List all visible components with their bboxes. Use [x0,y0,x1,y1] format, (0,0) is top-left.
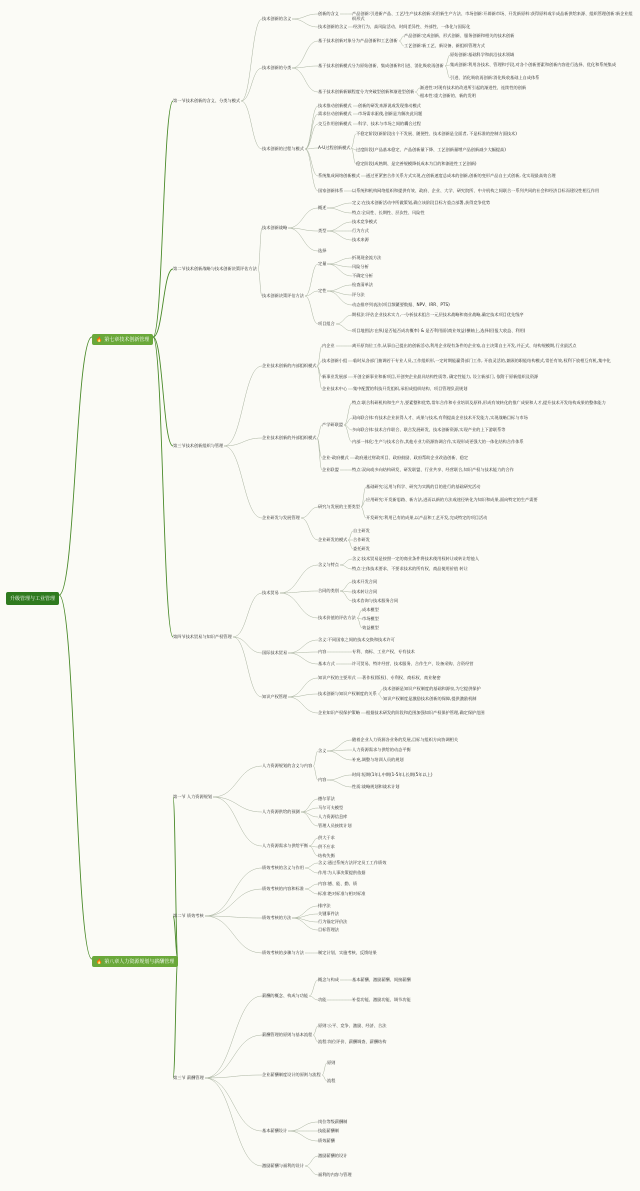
topic-node[interactable]: 人力资源规划的含义与内容 [262,763,313,768]
topic-node[interactable]: 基于技术创新模式分为原始创新、集成创新和引进、消化吸收再创新 [318,63,444,68]
flame-icon: 🔥 [96,337,103,343]
topic-node[interactable]: 定量 [318,261,327,266]
connector-line [280,565,318,593]
topic-node[interactable]: 含义与特点 [318,562,339,567]
connector-line [59,595,92,959]
section-node[interactable]: 第二节 绩效考核 [173,913,204,918]
topic-node[interactable]: 折现现金流方法 [352,255,382,260]
topic-node[interactable]: 企业研发与发展管理 [262,515,300,520]
topic-node[interactable]: 评分法 [352,292,365,297]
topic-node[interactable]: 工艺创新:新工艺、新设备、新组织管理方式 [404,43,485,48]
section-node[interactable]: 第三节 薪酬管理 [173,1075,204,1080]
connector-line [288,697,318,713]
connector-line [280,593,318,618]
topic-node[interactable]: 内容 [318,649,327,654]
connector-line [288,653,318,664]
root-topic[interactable]: 升级管理与工业管理 [6,592,59,605]
topic-node[interactable]: 项目组合 [318,321,335,326]
section-node[interactable]: 第一节技术创新的含义、分类与模式 [173,98,241,103]
topic-node[interactable]: 特点:双向或多向结构研发、研发联盟、行业共享、经营联合,知识产权与技术能力的合作 [352,467,514,472]
section-node[interactable]: 第二节技术创新战略与技术创新决策评估方法 [173,266,257,271]
topic-node[interactable]: 技术贸易 [262,590,279,595]
topic-node[interactable]: 临时从各部门抽调若干专业人员,工作组织形,一定时期能赢得部门工作, 开放灵活的,兼顾的职能结构模式,常任有效,权利下放相互有机,集中化 [353,358,611,363]
topic-node[interactable]: 知识产权管理 [262,694,288,699]
topic-node[interactable]: 特点:主体技术要求、不要求技术的所有权、商品使用价值 转让 [352,566,468,571]
topic-node[interactable]: 概述 [318,205,327,210]
topic-node[interactable]: 渐进性:对现有技术的改进所引起的渐进性、连续性的创新 [420,85,527,90]
connector-line [213,766,262,797]
topic-node[interactable]: 内部一体化:生产与技术合作,其他专业力资源协调合作,实现形成更强大的一体化结构合作体系 [352,439,524,444]
topic-node[interactable]: 绩效考核的步骤与方法 [262,950,304,955]
topic-node[interactable]: 特点:联合科研机构和生产力,要素整和优势,常年合作和专业培训及原料,形成有效转化的推广成果和人才,提升技术开发结构成果的整体能力 [352,400,606,405]
topic-node[interactable]: 创新的含义 [318,11,339,16]
topic-node[interactable]: 概念与构成 [318,977,339,982]
topic-node[interactable]: 原则 [327,1060,336,1065]
connector-line [305,863,318,868]
topic-node[interactable]: 基本方式 [318,661,335,666]
connector-line [305,1156,318,1166]
topic-node[interactable]: 应用研究:开发新思路、新方法,进而以新的方法或途径转化为知识和成果,面向特定的生产需要 [366,497,538,502]
connector-line [224,366,262,446]
connector-line [340,565,352,569]
topic-node[interactable]: A-U过程创新模式 [318,145,351,150]
connector-line [205,1035,262,1078]
connector-line [340,582,352,591]
topic-node[interactable]: 福利的内容与管理 [318,1172,352,1177]
connector-line [205,1078,262,1166]
topic-node[interactable]: 供不应求 [318,844,335,849]
connector-line [288,208,318,228]
connector-line [327,231,352,240]
connector-line [258,228,262,269]
connector-line [327,264,352,276]
connector-line [288,1122,318,1131]
topic-node[interactable]: 委托研发 [353,546,370,551]
connector-line [327,780,352,787]
topic-node[interactable]: 技术创新与知识产权制度的关系 [318,691,377,696]
topic-node[interactable]: 内容 [318,777,327,782]
topic-node[interactable]: 行为方式 [352,228,369,233]
connector-line [327,222,352,231]
topic-node[interactable]: 产品创新:完成创新、形式创新、服务创新和相关的技术创新 [404,33,515,38]
topic-node[interactable]: 系统集成网络创新模式 [318,173,360,178]
connector-line [313,751,318,766]
topic-node[interactable]: 企业知识产权保护策略 [318,710,360,715]
topic-node[interactable]: 含义:技术贸易是按照一定的商业条件将技术使用权转让或转让给他人 [352,556,480,561]
topic-node[interactable]: 交互作用创新模式 [318,121,352,126]
topic-node[interactable]: 性质:战略规划和战术计划 [352,784,400,789]
connector-line [327,751,352,760]
topic-node[interactable]: 基础研究:运用与科学、研究为实践的目的进行的基础研究活动 [366,484,481,489]
topic-node[interactable]: 开创全新事业和新项目,开创突企业最具结构性质等, 确定性能力, 设立新部门, 依附于原新组织及资源 [353,374,539,379]
connector-line [309,996,318,1000]
topic-node[interactable]: 市场需求驱使,创新是为解决此问题 [358,111,423,116]
section-node[interactable]: 第四节技术贸易与知识产权管理 [173,634,232,639]
topic-node[interactable]: 效益模型 [362,625,379,630]
connector-line [305,1166,318,1175]
connector-line [288,1131,318,1141]
topic-node[interactable]: 不确定分析 [352,273,373,278]
topic-node[interactable]: 国家创新体系 [318,188,344,193]
topic-node[interactable]: 技术竞争模式 [352,219,378,224]
topic-node[interactable]: 风险分析 [352,264,369,269]
topic-node[interactable]: 检查清单法 [352,282,373,287]
connector-line [301,507,318,518]
topic-node[interactable]: 技能薪酬制 [318,1128,339,1133]
topic-node[interactable]: 绩效考核的含义与作用 [262,865,304,870]
connector-line [305,149,318,176]
topic-node[interactable]: 制定计划、实施考核、反馈结果 [318,950,377,955]
topic-node[interactable]: 根本性:重大创新的、新的发明 [420,93,476,98]
topic-node[interactable]: 人力资源需求与供给平衡 [262,843,309,848]
connector-line [258,269,262,296]
topic-node[interactable]: 稳定阶段(成熟期、是完善规模降低成本为目的和渐进性工艺创新) [356,161,477,166]
connector-line [205,916,262,918]
topic-node[interactable]: 内企业 [322,343,335,348]
connector-line [305,149,318,191]
connector-line [327,740,352,751]
topic-node[interactable]: 技术咨询与技术服务合同 [352,598,399,603]
connector-line [205,868,262,916]
topic-node[interactable]: 德尔菲法 [318,796,335,801]
topic-node[interactable]: 创新的研发来源说或发现推动模式 [358,103,421,108]
topic-node[interactable]: 技术价值的评估方法 [318,615,356,620]
topic-node[interactable]: 关键事件法 [318,911,339,916]
topic-node[interactable]: 激励薪酬与福利的设计 [262,1163,304,1168]
topic-node[interactable]: 技术创新小组 [322,358,348,363]
connector-line [305,106,318,149]
topic-node[interactable]: 含义 [318,748,327,753]
connector-line [205,1078,262,1131]
topic-node[interactable]: 开发研究:利用已有的成果,以产品和工艺开发,完成特定的项目活动 [366,515,488,520]
connector-line [153,337,173,637]
connector-line [305,291,318,296]
topic-node[interactable]: 定义:在技术创新活动中所做策划,确立该阶段目标方重点部署,获得竞争优势 [352,200,491,205]
topic-node[interactable]: 技术创新是知识产权制度的基础和源泉,为它提供保护 [383,686,481,691]
topic-node[interactable]: 排序法 [318,903,331,908]
topic-node[interactable]: 集成创新:利用各技术、管理和手段,对各个创新要素和创新内容进行选择、优化和系统集成 [450,62,617,67]
connector-line [224,438,262,446]
connector-line [233,593,262,637]
topic-node[interactable]: 补充,调整与培训人员的规划 [352,757,404,762]
topic-node[interactable]: 企业技术中心 [322,386,348,391]
connector-line [292,68,318,92]
topic-node[interactable]: 项目地图法:在纵(是否能否成功概率) & 是否利用面(商业效益)横轴上,选择(回报大收益、利用) [352,328,526,333]
topic-node[interactable]: 离开原岗位工作,从事自己提出的创新活动,利用企业现有条件的企业家,自主决策自主开发,并正式、结构规模期,行业最活点 [352,343,577,348]
connector-line [173,959,178,1078]
topic-node[interactable]: 以系统和机构网络组织和提供有效、政府、企业、大学、研究院所、中介机构之间联合一系列共同的社会和经济目标而建设性相互作用 [352,188,600,193]
topic-node[interactable]: 政府通过财政项目、政府鼓励、政府帮助企业改造创新、稳定 [355,455,469,460]
connector-line [59,337,92,595]
topic-node[interactable]: 企业研发的模式 [318,537,348,542]
topic-node[interactable]: 激励薪酬的设计 [318,1153,348,1158]
connector-line [305,884,318,889]
topic-node[interactable]: 基本薪酬、激励薪酬、间接薪酬 [352,977,411,982]
topic-node[interactable]: 类型 [318,228,327,233]
flame-icon: 🔥 [96,959,103,965]
section-node[interactable]: 第一节 人力资源规划 [173,794,213,799]
topic-node[interactable]: 流程:岗位评价、薪酬调查、薪酬结构 [318,1039,387,1044]
topic-node[interactable]: 国际技术贸易 [262,650,288,655]
topic-node[interactable]: 技术转让合同 [352,589,378,594]
connector-line [336,324,352,331]
topic-node[interactable]: 引进、消化吸收再创新:消化吸收基础上自成体系 [450,75,540,80]
topic-node[interactable]: 不稳定阶段(新阶段出个不发展、随便性、技术创新是全面者, 不是标准的控制方面技术) [356,131,517,136]
topic-node[interactable]: 含义:通过系统方法评定员工工作绩效 [318,860,387,865]
topic-node[interactable]: 行为锚定评价法 [318,919,348,924]
topic-node[interactable]: 技术创新战略 [262,225,288,230]
topic-node[interactable]: 岗位等级薪酬制 [318,1119,348,1124]
connector-line [288,228,318,231]
topic-node[interactable]: 原则:公平、竞争、激励、经济、合法 [318,1023,387,1028]
connector-line [241,19,262,101]
connector-line [309,846,318,856]
topic-node[interactable]: 作用:为人事决策提供依据 [318,870,366,875]
topic-node[interactable]: 技术来源 [352,237,369,242]
topic-node[interactable]: 功能 [318,997,327,1002]
topic-node[interactable]: 根据技术研发的阶段和范围加强知识产权保护管理,确定保护范围 [366,710,485,715]
topic-node[interactable]: 结构失衡 [318,853,335,858]
connector-line [292,19,318,27]
topic-node[interactable]: 市场模型 [362,616,379,621]
connector-line [327,775,352,780]
topic-node[interactable]: 新事业发展部 [322,374,348,379]
topic-node[interactable]: 供大于求 [318,835,335,840]
topic-node[interactable]: 过度阶段(产品基本稳定、产品创新量下降、工艺创新量增产品创新减少大幅提高) [356,147,506,152]
topic-node[interactable]: 定性 [318,288,327,293]
topic-node[interactable]: 技术创新的分类 [262,65,292,70]
connector-line [292,41,318,68]
connector-line [309,838,318,846]
connector-line [351,134,356,148]
connector-line [301,518,318,540]
topic-node[interactable]: 许可贸易、特许经营、技术服务、合作生产、设备采购、合资经营 [352,661,474,666]
topic-node[interactable]: 合作研发 [353,537,370,542]
topic-node[interactable]: 马尔可夫模型 [318,805,344,810]
connector-line [288,228,318,251]
section-node[interactable]: 第三节技术创新组织与管理 [173,443,224,448]
topic-node[interactable]: 目标管理法 [318,927,339,932]
topic-node[interactable]: 通过更紧密合作关系方式实现,在创新速度总成本的创新,创新的变形产品自主式创新, 化实现最高效合理 [366,173,556,178]
chapter-node[interactable]: 🔥 第七章技术创新管理 [92,334,153,345]
topic-node[interactable]: 企业技术创新的内部组织模式 [262,363,317,368]
chapter-node[interactable]: 🔥 第八章人力资源规划与薪酬管理 [92,956,178,967]
connector-line [224,446,262,518]
connector-line [153,337,173,446]
topic-node[interactable]: 合同的类别 [318,588,339,593]
topic-node[interactable]: 基本薪酬设计 [262,1128,288,1133]
topic-node[interactable]: 人力资源供给的预测 [262,809,300,814]
connector-line [309,980,318,996]
connector-line [327,203,352,208]
connector-line [288,640,318,653]
topic-node[interactable]: 技术创新的含义 [262,16,292,21]
topic-node[interactable]: 绩效考核的方法 [262,915,292,920]
topic-node[interactable]: 知识产权制度是激励技术创新的保障,提供激励机制 [383,696,477,701]
topic-node[interactable]: 技术创新决策评估方法 [262,293,304,298]
topic-node[interactable]: 薪酬的概念、构成与功能 [262,993,309,998]
topic-node[interactable]: 动态排序列表法(项目频繁要数据、NPV、IRR、PTS) [352,302,450,307]
connector-line [305,889,318,894]
topic-node[interactable]: 企业联盟 [322,467,339,472]
topic-node[interactable]: 企业技术创新的外部组织模式 [262,435,317,440]
topic-node[interactable]: 双向联合体:有技术企业获得人才、成果与技术,有利提高企业技术开发能力,实现战略目标与市场 [352,415,528,420]
connector-line [327,285,352,291]
topic-node[interactable]: 时间:短期(1年),中期(1-5年),长期(5年以上) [352,772,433,777]
connector-line [336,315,352,324]
topic-node[interactable]: 流程 [327,1078,336,1083]
topic-node[interactable]: 研究与发展的主要类型 [318,504,360,509]
topic-node[interactable]: 基于技术创新新颖程度分为突破型创新和渐进型创新 [318,89,415,94]
connector-line [213,797,262,812]
topic-node[interactable]: 人力资源信息库 [318,814,348,819]
connector-line [205,889,262,916]
topic-node[interactable]: 企业薪酬制度设计的原则与流程 [262,1072,321,1077]
topic-node[interactable]: 期权法:评估企业技术实力,一分析技术组合一元层技术战略和商业战略,确定技术项目优先级序 [352,312,524,317]
topic-node[interactable]: 内容:德、能、勤、绩 [318,881,358,886]
topic-node[interactable]: 选择 [318,248,327,253]
topic-node[interactable]: 人力资源需求与供给的动态平衡 [352,747,411,752]
topic-node[interactable]: 专利、商标、工业产权、专有技术 [352,649,415,654]
topic-node[interactable]: 薪酬管理的原则与基本流程 [262,1032,313,1037]
topic-node[interactable]: 管理人员接续计划 [318,823,352,828]
connector-line [305,868,318,873]
topic-node[interactable]: 随着企业人力资源各业务的发展,目标与组织方向协调相关 [352,737,459,742]
connector-line [317,438,322,470]
connector-line [205,996,262,1078]
connector-line [305,114,318,149]
topic-node[interactable]: 技术推动创新模式 [318,103,352,108]
topic-node[interactable]: 补偿功能、激励功能、调节功能 [352,997,411,1002]
topic-node[interactable]: 基于技术创新对象分为产品创新和工艺创新 [318,38,398,43]
connector-line [340,591,352,601]
topic-node[interactable]: 知识产权的主要形式 [318,675,356,680]
topic-node[interactable]: 特点:全局性、长期性、层次性、风险性 [352,210,425,215]
topic-node[interactable]: 科学、技术与市场之间的耦合过程 [358,121,421,126]
connector-line [241,68,262,101]
connector-line [301,812,318,826]
topic-node[interactable]: 企业-政府模式 [322,455,349,460]
topic-node[interactable]: 绩效考核的内容和标准 [262,886,304,891]
topic-node[interactable]: 著作权(版权)、专利权、商标权、商业秘密 [362,675,441,680]
topic-node[interactable]: 技术创新的含义 [318,24,348,29]
connector-line [241,101,262,149]
topic-node[interactable]: 集中配置的科技开发组织,承担成组织结构、项目管理负责规划 [353,386,468,391]
topic-node[interactable]: 多向联合体:技术合作联合、联合发展研发、技术创新资源,实现产业的上下游联系等 [352,427,506,432]
connector-line [233,637,262,697]
topic-node[interactable]: 需求拉动创新模式 [318,111,352,116]
topic-node[interactable]: 技术创新的过程与模式 [262,146,304,151]
topic-node[interactable]: 成本模型 [362,607,379,612]
connector-line [327,208,352,213]
connector-line [340,559,352,565]
topic-node[interactable]: 产学研联盟 [322,422,343,427]
topic-node[interactable]: 自主研发 [353,528,370,533]
topic-node[interactable]: 含义:不同国家之间的技术交换和技术许可 [318,637,395,642]
connector-line [205,916,262,953]
topic-node[interactable]: 绩效薪酬 [318,1138,335,1143]
topic-node[interactable]: 经济行为、高风险活动、时间差异性、外部性、一体化与国际化 [353,24,471,29]
topic-node[interactable]: 产品创新:引进新产品、工艺/生产技术创新:采用新生产方法、市场创新:开辟新市场、开发新原料:获得原料或半成品新供给来源、组织管理创新:新企业组织形式 [352,11,633,21]
connector-line [292,14,318,19]
topic-node[interactable]: 标准:绝对标准与相对标准 [318,891,366,896]
connector-line [327,258,352,264]
topic-node[interactable]: 技术开发合同 [352,579,378,584]
topic-node[interactable]: 原始创新:基础科学和前沿技术领域 [450,52,515,57]
connector-line [305,296,318,324]
